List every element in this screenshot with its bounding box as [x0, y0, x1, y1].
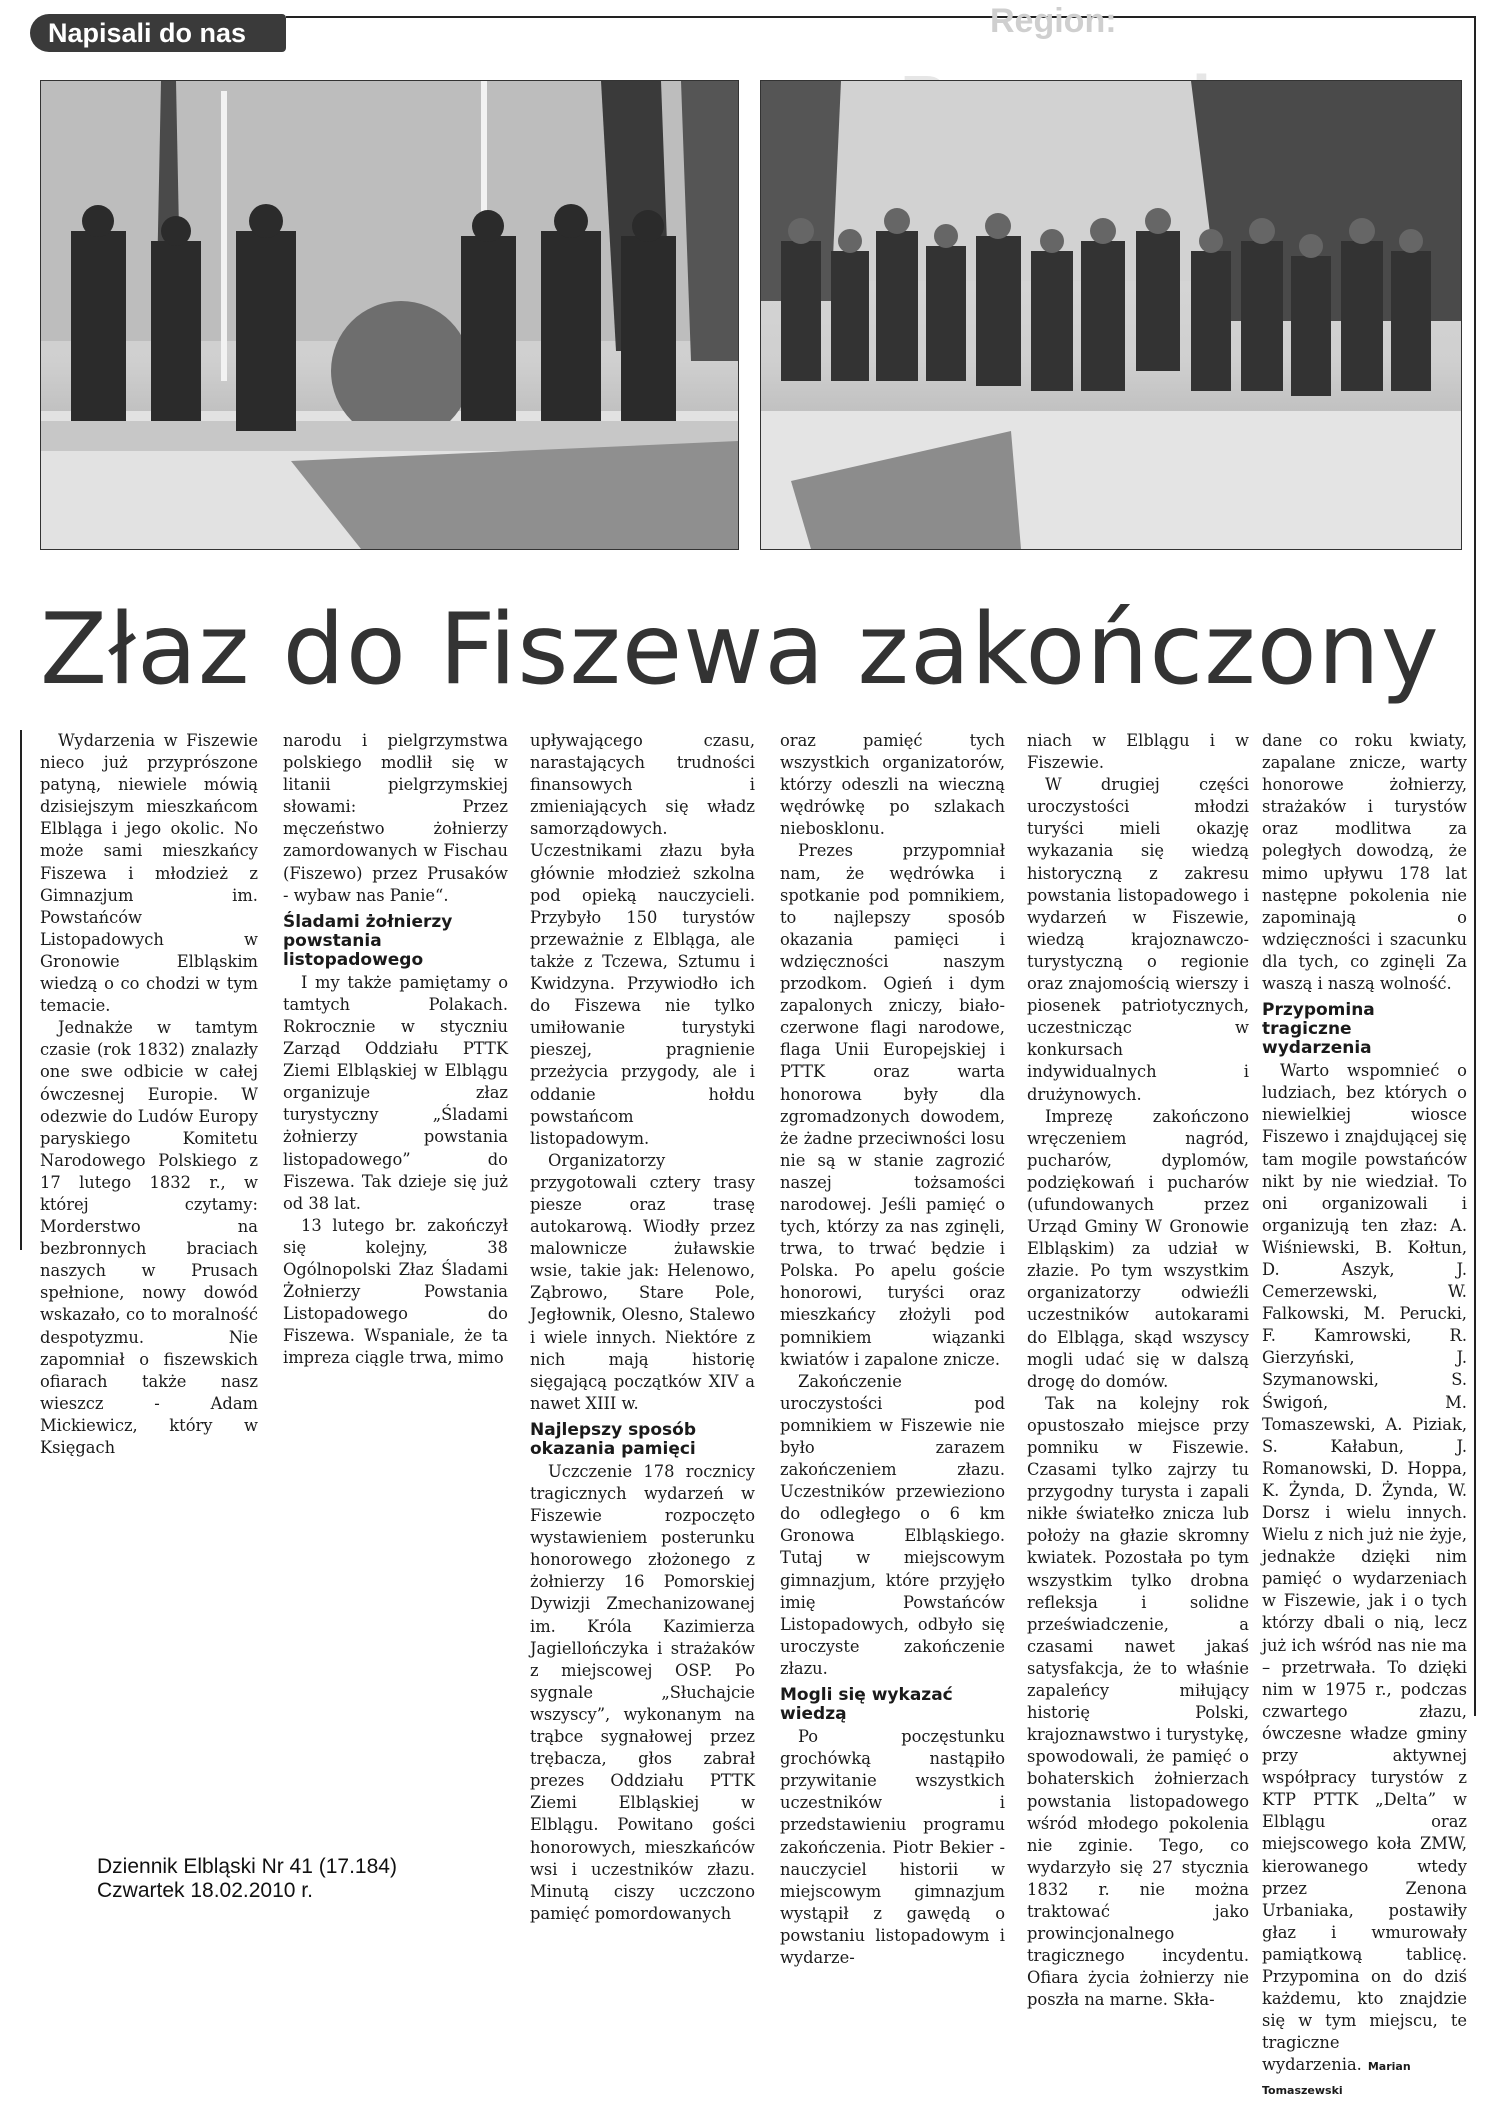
- headline: Złaz do Fiszewa zakończony: [40, 593, 1440, 707]
- article-column-2: [283, 730, 508, 1369]
- source-line-2: Czwartek 18.02.2010 r.: [97, 1879, 313, 1902]
- paragraph: W drugiej części uroczystości młodzi turyści mieli okazję wykazania się wiedzą historyczną z zakresu powstania listopadowego i wydarzeń w Fiszewie, wiedzą krajoznawczo-turystyczną o regionie oraz znajomością wierszy i piosenek patriotycznych, uczestnicząc w konkursach indywidualnych i drużynowych.: [1027, 775, 1249, 1104]
- subheading: Najlepszy sposób okazania pamięci: [530, 1419, 696, 1459]
- ghost-bleed-text: Region:: [990, 2, 1117, 40]
- article-column-1: [40, 730, 258, 1459]
- paragraph: Organizatorzy przygotowali cztery trasy piesze oraz trasę autokarową. Wiodły przez malownicze żuławskie wsie, takie jak: Helenowo, Ząbrowo, Stare Pole, Jegłownik, Olesno, Stalewo i wiele innych. Niektóre z nich mają historię sięgającą początków XIV a nawet XIII w.: [530, 1150, 755, 1413]
- paragraph: Po poczęstunku grochówką nastąpiło przywitanie wszystkich uczestników i przedstawieniu programu zakończenia. Piotr Bekier - nauczyciel historii w miejscowym gimnazjum wystąpił z gawędą o powstaniu listopadowym i wydarze-: [780, 1727, 1005, 1967]
- article-column-4: [780, 730, 1005, 1969]
- section-tag: Napisali do nas: [30, 14, 286, 52]
- article-column-3: [530, 730, 755, 1925]
- honor-guard-illustration: [41, 81, 738, 549]
- paragraph: Wydarzenia w Fiszewie nieco już przyprószone patyną, niewiele mówią dzisiejszym mieszkańcom Elbląga i jego okolic. No może sami mieszkańcy Fiszewa i młodzież z Gimnazjum im. Powstańców Listopadowych w Gronowie Elbląskim wiedzą o co chodzi w tym temacie.: [40, 731, 258, 1016]
- paragraph: narodu i pielgrzymstwa polskiego modlił się w litanii pielgrzymskiej słowami: Przez męczeństwo żołnierzy zamordowanych w Fischau (Fiszewo) przez Prusaków - wybaw nas Panie“.: [283, 731, 508, 905]
- paragraph: Imprezę zakończono wręczeniem nagród, pucharów, dyplomów, podziękowań i pucharów (ufundowanych przez Urząd Gminy W Gronowie Elbląskim) za udział w złazie. Po tym wszystkim organizatorzy odwieźli uczestników autokarami do Elbląga, skąd wszyscy mogli udać się w dalszą drogę do domów.: [1027, 1106, 1249, 1391]
- paragraph: Uczczenie 178 rocznicy tragicznych wydarzeń w Fiszewie rozpoczęto wystawieniem posterunku honorowego złożonego z żołnierzy 16 Pomorskiej Dywizji Zmechanizowanej im. Króla Kazimierza Jagiellończyka i strażaków z miejscowej OSP. Po sygnale „Słuchajcie wszyscy”, wykonanym na trąbce sygnałowej przez trębacza, głos zabrał prezes Oddziału PTTK Ziemi Elbląskiej w Elblągu. Powitano gości honorowych, mieszkańców wsi i uczestników złazu. Minutą ciszy uczczono pamięć pomordowanych: [530, 1461, 755, 1923]
- photo-honor-guard: [40, 80, 739, 550]
- paragraph: Tak na kolejny rok opustoszało miejsce przy pomniku w Fiszewie. Czasami tylko zajrzy tu przygodny turysta i zapali nikłe światełko znicza lub położy na głazie skromny kwiatek. Pozostała po tym wszystkim tylko drobna refleksja i solidne przeświadczenie, a czasami nawet jakaś satysfakcja, że to właśnie zapaleńcy miłujący historię Polski, krajoznawstwo i turystykę, spowodowali, że pamięć o bohaterskich żołnierzach powstania listopadowego wśród młodego pokolenia nie zginie. Tego, co wydarzyło się 27 stycznia 1832 r. nie można traktować jako prowincjonalnego tragicznego incydentu. Ofiara życia żołnierzy nie poszła na marne. Skła-: [1027, 1393, 1249, 2010]
- author-byline: Marian Tomaszewski: [1262, 2060, 1411, 2098]
- photo-crowd: [760, 80, 1462, 550]
- paragraph: oraz pamięć tych wszystkich organizatorów, którzy odeszli na wieczną wędrówkę po szlakach niebosklonu.: [780, 731, 1005, 839]
- source-line-1: Dziennik Elbląski Nr 41 (17.184): [97, 1855, 397, 1878]
- article-column-6: [1262, 730, 1467, 2103]
- paragraph: dane co roku kwiaty, zapalane znicze, warty honorowe żołnierzy, strażaków i turystów oraz modlitwa za poległych dowodzą, że mimo upływu 178 lat następne pokolenia nie zapominają o wdzięczności i szacunku dla tych, co zginęli Za waszą i naszą wolność.: [1262, 731, 1467, 994]
- frame-left-rule: [20, 730, 22, 1250]
- paragraph: Jednakże w tamtym czasie (rok 1832) znalazły one swe odbicie w całej ówczesnej Europie. W odezwie do Ludów Europy paryskiego Komitetu Narodowego Polskiego z 17 lutego 1832 r., w której czytamy: Morderstwo na bezbronnych braciach naszych w Prusach spełnione, nowy dowód wskazało, co to moralność despotyzmu. Nie zapomniał o fiszewskich ofiarach także nasz wieszcz - Adam Mickiewicz, który w Księgach: [40, 1018, 259, 1457]
- source-note: [97, 1855, 397, 1903]
- crowd-illustration: [761, 81, 1461, 549]
- subheading: Mogli się wykazać wiedzą: [780, 1685, 953, 1725]
- paragraph: upływającego czasu, narastających trudności finansowych i zmieniających się władz samorządowych. Uczestnikami złazu była głównie młodzież szkolna pod opieką nauczycieli. Przybyło 150 turystów przeważnie z Elbląga, ale także z Tczewa, Sztumu i Kwidzyna. Przywiodło ich do Fiszewa nie tylko umiłowanie turystyki pieszej, pragnienie przeżycia przygody, ale i oddanie hołdu powstańcom listopadowym.: [530, 731, 755, 1148]
- subheading: Śladami żołnierzy powstania listopadowego: [283, 911, 453, 970]
- frame-right-rule: [1474, 16, 1476, 1716]
- frame-top-rule: [286, 16, 1476, 18]
- subheading: Przypomina tragiczne wydarzenia: [1262, 1000, 1375, 1059]
- article-column-5: [1027, 730, 1249, 2011]
- paragraph: I my także pamiętamy o tamtych Polakach. Rokrocznie w styczniu Zarząd Oddziału PTTK Ziemi Elbląskiej w Elblągu organizuje złaz turystyczny „Śladami żołnierzy powstania listopadowego” do Fiszewa. Tak dzieje się już od 38 lat.: [283, 972, 508, 1213]
- paragraph: niach w Elblągu i w Fiszewie.: [1027, 731, 1249, 773]
- paragraph: Warto wspomnieć o ludziach, bez których o niewielkiej wiosce Fiszewo i znajdującej się tam mogile powstańców nikt by nie wiedział. To oni organizowali i organizują ten złaz: A. Wiśniewski, B. Kołtun, D. Aszyk, J. Cemerzewski, W. Falkowski, M. Perucki, F. Kamrowski, R. Gierzyński, J. Szymanowski, S. Świgoń, M. Tomaszewski, A. Piziak, S. Kałabun, J. Romanowski, D. Hoppa, K. Żynda, D. Żynda, W. Dorsz i wielu innych. Wielu z nich już nie żyje, jednakże dzięki nim pamięć o wydarzeniach w Fiszewie, jak i o tych którzy dbali o nią, lecz już ich wśród nas nie ma – przetrwała. To dzięki nim w 1975 r., podczas czwartego złazu, ówczesne władze gminy przy aktywnej współpracy turystów z KTP PTTK „Delta” w Elblągu oraz miejscowego koła ZMW, kierowanego wtedy przez Zenona Urbaniaka, postawiły głaz i wmurowały pamiątkową tablicę. Przypomina on do dziś każdemu, kto znajdzie się w tym miejscu, te tragiczne wydarzenia. Marian Tomaszewski: [1262, 1061, 1467, 2098]
- paragraph: Prezes przypomniał nam, że wędrówka i spotkanie pod pomnikiem, to najlepszy sposób okazania pamięci i wdzięczności naszym przodkom. Ogień i dym zapalonych zniczy, biało-czerwone flagi narodowe, flaga Unii Europejskiej i PTTK oraz warta honorowa były dla zgromadzonych dowodem, że żadne przeciwności losu nie są w stanie zagrozić naszej tożsamości narodowej. Jeśli pamięć o tych, którzy za nas zginęli, trwa, to trwać będzie i Polska. Po apelu goście honorowi, turyści oraz mieszkańcy złożyli pod pomnikiem wiązanki kwiatów i zapalone znicze.: [780, 841, 1005, 1369]
- paragraph: Zakończenie uroczystości pod pomnikiem w Fiszewie nie było zarazem zakończeniem złazu. Uczestników przewieziono do odległego o 6 km Gronowa Elbląskiego. Tutaj w miejscowym gimnazjum, które przyjęło imię Powstańców Listopadowych, odbyło się uroczyste zakończenie złazu.: [780, 1371, 1005, 1678]
- paragraph: 13 lutego br. zakończył się kolejny, 38 Ogólnopolski Złaz Śladami Żołnierzy Powstania Listopadowego do Fiszewa. Wspaniale, że ta impreza ciągle trwa, mimo: [283, 1215, 508, 1368]
